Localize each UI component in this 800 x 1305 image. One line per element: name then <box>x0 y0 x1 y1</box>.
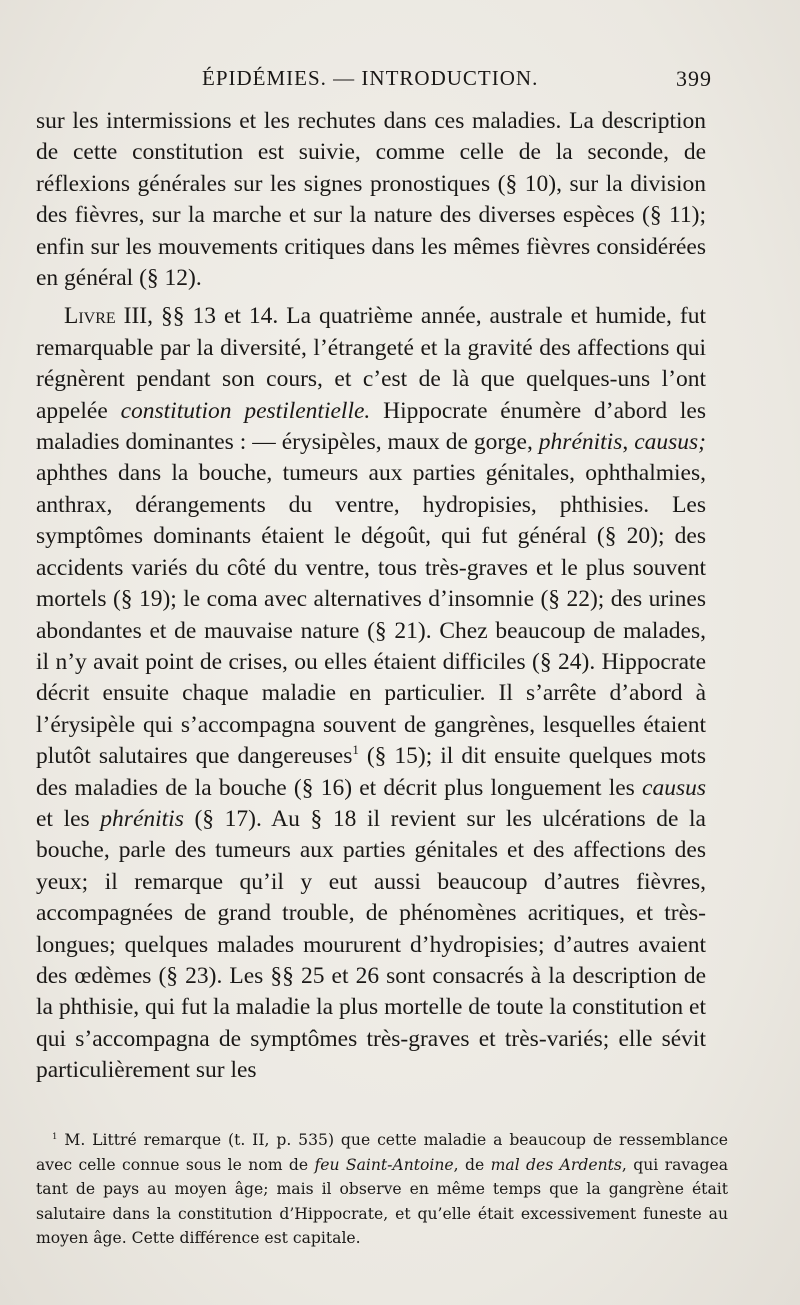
paragraph-1-text: sur les intermissions et les rechutes dans ces maladies. La description de cette constitution est suivie, comme celle de la seconde, de réflexions générales sur les signes pronostiques (§ 10), sur la division des fièvres, sur la marche et sur la nature des diverses espèces (§ 11); enfin sur les mouvements critiques dans les mêmes fièvres considérées en général (§ 12). <box>36 108 706 292</box>
running-head: ÉPIDÉMIES. — INTRODUCTION. <box>202 66 539 90</box>
em-constitution: constitution pestilentielle. <box>120 397 371 424</box>
em-phrenitis-2: phrénitis <box>100 805 184 832</box>
footnote-1 <box>36 1128 728 1251</box>
footnote-marker: 1 <box>52 1131 58 1142</box>
p2-text-b: Hippocrate énumère d’abord les maladies dominantes : — érysipèles, maux de gorge, <box>36 397 706 456</box>
em-mal-des-ardents: mal des Ardents <box>490 1155 622 1174</box>
p2-text-a: , §§ 13 et 14. La quatrième année, australe et humide, fut remarquable par la diversité, l’étrangeté et la gravité des affections qui régnèrent pendant son cours, et c’est de là que quelques-uns l’ont appelée <box>36 303 706 424</box>
body-text <box>36 106 706 1087</box>
p2-text-f: et les <box>36 805 101 832</box>
footnote-reference: 1 <box>352 742 359 758</box>
paragraph-1 <box>36 106 706 294</box>
p2-text-g: (§ 17). Au § 18 il revient sur les ulcérations de la bouche, parle des tumeurs aux parties génitales et des affections des yeux; il remarque qu’il y eut aussi beaucoup d’autres fièvres, accompagnées de grand trouble, de phénomènes acritiques, et très-longues; quelques malades moururent d’hydropisies; d’autres avaient des œdèmes (§ 23). Les §§ 25 et 26 sont consacrés à la description de la phthisie, qui fut la maladie la plus mortelle de toute la constitution et qui s’accompagna de symptômes très-graves et très-variés; elle sévit particulièrement sur les <box>36 805 706 1084</box>
em-causus: causus; <box>634 429 706 456</box>
footnote-text-a: M. Littré remarque (t. II, p. 535) que cette maladie a beaucoup de ressemblance avec celle connue sous le nom de <box>36 1131 728 1174</box>
em-causus-2: causus <box>642 774 706 801</box>
footnote-block <box>36 1128 728 1251</box>
page-number: 399 <box>676 66 712 91</box>
em-phrenitis: phrénitis <box>538 429 623 456</box>
footnote-text-c: , qui ravagea tant de pays au moyen âge; mais il observe en même temps que la gangrène était salutaire dans la constitution d’Hippocrate, et qu’elle était excessivement funeste au moyen âge. Cette différence est capitale. <box>36 1155 729 1248</box>
em-feu-saint-antoine: feu Saint-Antoine <box>314 1155 454 1174</box>
page-header <box>36 66 712 96</box>
livre-heading: Livre III <box>64 303 148 330</box>
footnote-text-b: , de <box>453 1155 491 1174</box>
p2-text-d: aphthes dans la bouche, tumeurs aux parties génitales, ophthalmies, anthrax, dérangements du ventre, hydropisies, phthisies. Les symptômes dominants étaient le dégoût, qui fut général (§ 20); des accidents variés du côté du ventre, tous très-graves et le plus souvent mortels (§ 19); le coma avec alternatives d’insomnie (§ 22); des urines abondantes et de mauvaise nature (§ 21). Chez beaucoup de malades, il n’y avait point de crises, ou elles étaient difficiles (§ 24). Hippocrate décrit ensuite chaque maladie en particulier. Il s’arrête d’abord à l’érysipèle qui s’accompagna souvent de gangrènes, lesquelles étaient plutôt salutaires que dangereuses <box>36 460 706 770</box>
p2-text-c: , <box>622 429 635 456</box>
paragraph-2 <box>36 301 706 1086</box>
p2-text-e: (§ 15); il dit ensuite quelques mots des maladies de la bouche (§ 16) et décrit plus longuement les <box>36 743 706 801</box>
